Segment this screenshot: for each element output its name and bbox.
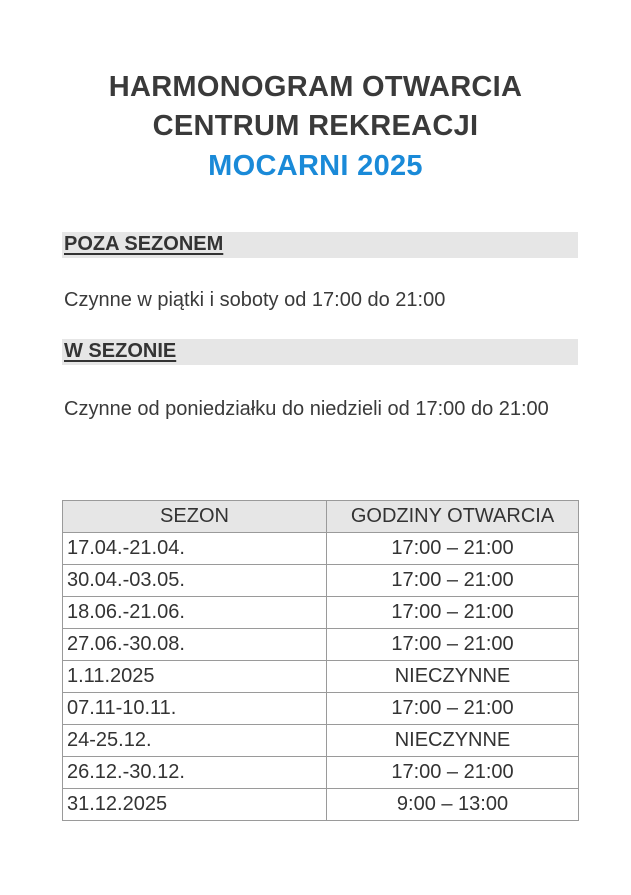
season-cell: 07.11-10.11. — [63, 693, 327, 725]
hours-cell: 17:00 – 21:00 — [327, 533, 579, 565]
off-season-heading-bar — [62, 232, 578, 258]
table-row — [63, 597, 579, 629]
schedule-table — [62, 500, 579, 821]
table-row — [63, 629, 579, 661]
season-cell: 18.06.-21.06. — [63, 597, 327, 629]
table-row — [63, 661, 579, 693]
in-season-text: Czynne od poniedziałku do niedzieli od 17:00 do 21:00 — [64, 398, 549, 420]
table-row — [63, 565, 579, 597]
table-row — [63, 725, 579, 757]
hours-cell: 17:00 – 21:00 — [327, 565, 579, 597]
table-row — [63, 533, 579, 565]
table-row — [63, 757, 579, 789]
title-line-3: MOCARNI 2025 — [208, 150, 423, 182]
in-season-heading: W SEZONIE — [64, 340, 177, 362]
season-cell: 24-25.12. — [63, 725, 327, 757]
season-cell: 26.12.-30.12. — [63, 757, 327, 789]
season-cell: 17.04.-21.04. — [63, 533, 327, 565]
hours-cell: 17:00 – 21:00 — [327, 693, 579, 725]
season-cell: 27.06.-30.08. — [63, 629, 327, 661]
hours-cell: 17:00 – 21:00 — [327, 757, 579, 789]
in-season-heading-bar — [62, 339, 578, 365]
hours-cell: 17:00 – 21:00 — [327, 629, 579, 661]
title-line-2: CENTRUM REKREACJI — [152, 110, 479, 142]
column-header-season: SEZON — [63, 501, 327, 533]
off-season-heading: POZA SEZONEM — [64, 233, 224, 255]
season-cell: 30.04.-03.05. — [63, 565, 327, 597]
off-season-text: Czynne w piątki i soboty od 17:00 do 21:00 — [64, 289, 446, 311]
column-header-hours: GODZINY OTWARCIA — [327, 501, 579, 533]
hours-cell: NIECZYNNE — [327, 661, 579, 693]
season-cell: 31.12.2025 — [63, 789, 327, 821]
hours-cell: NIECZYNNE — [327, 725, 579, 757]
table-row — [63, 693, 579, 725]
table-header-row — [63, 501, 579, 533]
season-cell: 1.11.2025 — [63, 661, 327, 693]
hours-cell: 9:00 – 13:00 — [327, 789, 579, 821]
table-row — [63, 789, 579, 821]
hours-cell: 17:00 – 21:00 — [327, 597, 579, 629]
title-line-1: HARMONOGRAM OTWARCIA — [108, 71, 523, 103]
